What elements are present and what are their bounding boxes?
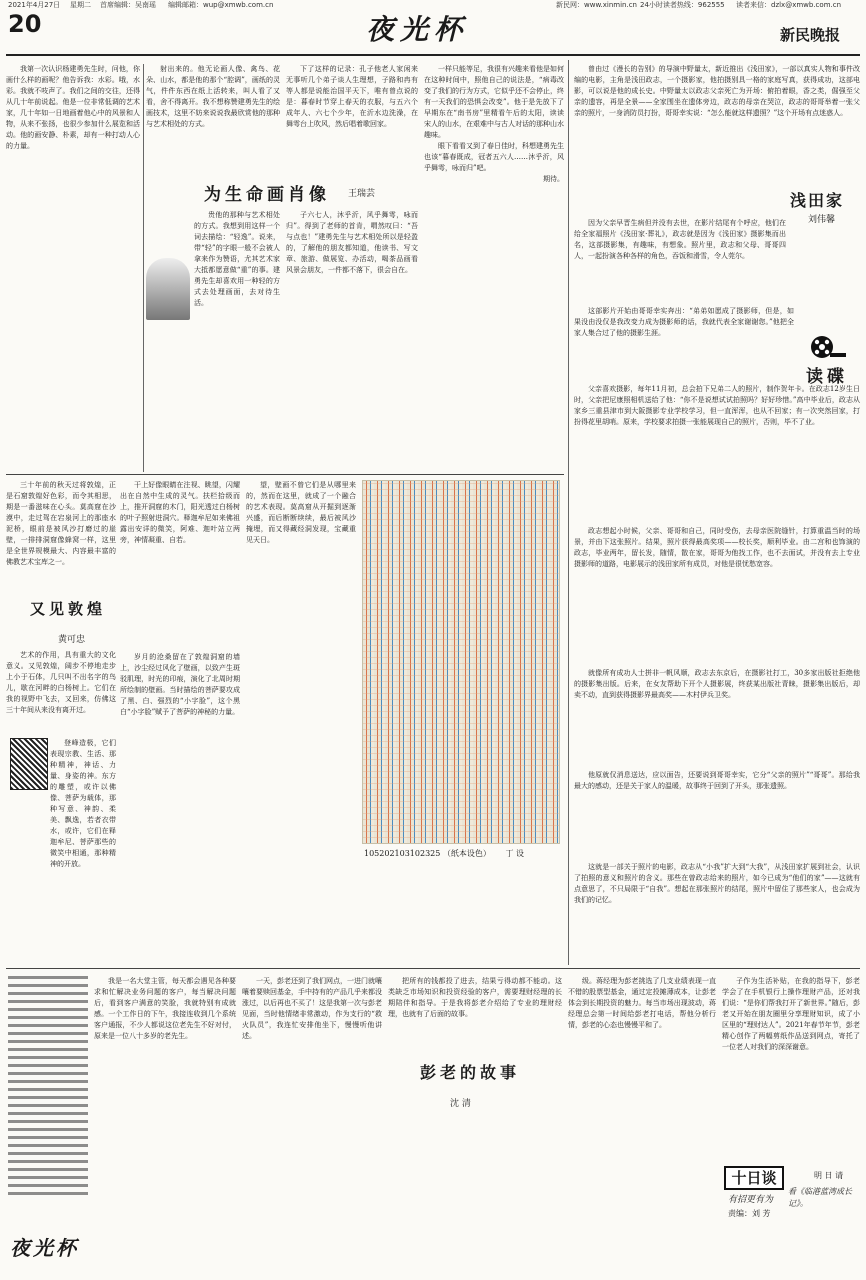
father-text-5: 政志想起小时候，父亲、哥哥和自己，同时受伤，去母亲医院缝针，打算重温当时的场景，并由下这张照片。结果，照片获得最高奖项——校长奖，顺利毕业。由二宫和也饰演的政志，毕业两年，留长发，随情，散在家，哥哥为他找工作，也不去面试，并没有去上专业摄影师的道路，电影展示的浅田家所有成员，对他是很忧愁宽容。	[574, 527, 860, 568]
dunhuang-title: 又见敦煌	[30, 600, 107, 618]
film-reel-icon	[808, 334, 848, 360]
father-col-3	[574, 306, 794, 360]
reader-email: 读者来信：dzlx@xmwb.com.cn	[736, 1, 842, 9]
column-next-title: 看《临港蓝湾成长记》。	[788, 1187, 852, 1208]
page-number: 20	[8, 10, 42, 38]
father-col-7	[574, 770, 860, 860]
hotline: 24小时读者热线：962555	[640, 1, 725, 9]
masthead-logo: 夜光杯	[366, 13, 469, 46]
caption-author: 丁 设	[505, 849, 524, 858]
peng-text-4: 级。蒋经理为彭老挑选了几支业绩表现一直不错的股票型基金，通过定投摊薄成本，让彭老体会到长期投资的魅力。每当市场出现波动，蒋经理总会第一时间给彭老打电话，帮他分析行情，彭老的心态也慢慢平和了。	[568, 977, 716, 1029]
website: 新民网：www.xinmin.cn	[556, 1, 637, 9]
portrait-col-2	[146, 64, 280, 176]
peng-col-3	[388, 976, 562, 1046]
editor: 首席编辑：吴南瑶	[100, 1, 156, 9]
peng-author: 沈 清	[450, 1099, 471, 1109]
portrait-col-5	[194, 210, 280, 472]
dunhuang-col-3	[120, 480, 240, 580]
dunhuang-text-2: 登峰造极，它们表现宗教、生活、那种精神，神话、力量、身姿的神。东方的雕塑，或许以佛像、菩萨为载体，那种写意、神韵、柔美、飘逸，若者衣带水，或许，它们在释迦牟尼、菩萨那些的微笑中相通，那种精神的开放。	[50, 739, 116, 868]
father-text-6: 就像所有成功人士拼非一帆风顺，政志去东京后，在摄影社打工，30多家出版社拒绝他的摄影集出版。后来，在女友帮助下开个人摄影展，终获某出版社青睐，摄影集出版后，却卖不动，直到获得摄影界最高奖——木村伊兵卫奖。	[574, 669, 860, 699]
portrait-col-1	[6, 64, 140, 472]
portrait-text-3: 下了这样的记录：孔子他老人家闲来无事听几个弟子谈人生理想，子路和冉有等人都是说能治国平天下，唯有曾点说的是：暮春时节穿上春天的衣服，与五六个成年人、六七个少年，在沂水边洗澡，在舞雩台上吹风，然后唱着歌回家。	[286, 65, 418, 128]
portrait-signoff: 期待。	[543, 175, 564, 183]
dunhuang-illustration	[10, 738, 48, 790]
dudie-label: 读碟	[806, 367, 848, 387]
portrait-text-2: 射出来的。他无论画人像、禽鸟、花朵、山水，都是他的那个“腔调”，画纸的灵气，件件东西在纸上活转来，叫人看了又看，舍不得离开。我不想称赞建勇先生的绘画技术，这里不妨来说说我最欣赏他的那种与艺术相处的方式。	[146, 65, 280, 128]
peng-col-2	[242, 976, 382, 1272]
portrait-author: 王瑞芸	[348, 189, 376, 199]
portrait-photo	[146, 258, 190, 320]
peng-col-5	[722, 976, 860, 1160]
dunhuang-col-1b	[6, 650, 116, 730]
peng-text-1: 我是一名大堂主管，每天都会遇见各种要求和忙解决业务问题的客户，每当解决问题后，看到客户满意的笑脸，我就特别有成就感。一个工作日的下午，我接连收到几个系统客户通报，不少人都说这位老先生不好对付，原来是一位八十多岁的老先生。	[94, 977, 236, 1040]
portrait-text-5: 贵他的那种与艺术相处的方式。我想到用这样一个词去描绘：“轻逸”。说来，带“轻”的字眼一般不会被人拿来作为赞语，尤其艺术家大抵都愿意做“重”的事。建勇先生却喜欢用一种轻的方式去处理画面，去对待生活。	[194, 211, 280, 307]
bottom-masthead-figure	[8, 976, 88, 1198]
portrait-text-7: 眼下看看又到了春日佳时，科想建勇先生也该“暮春既成，冠者五六人……沐乎沂，风乎舞雩，咏而归”吧。	[424, 142, 564, 172]
peng-col-1	[94, 976, 236, 1272]
peng-col-4	[568, 976, 716, 1272]
artwork-painting	[362, 480, 560, 844]
father-text-1: 曾由过《漫长的告别》的导演中野量太，新近推出《浅田家》，一部以真实人物和事件改编的电影，主角是浅田政志，一个摄影家，他拍摄别具一格的家庭写真，获得成功，这部电影，可以说是他的成长史。中野量太以政志父亲死亡为开场：俯拍着眼，香之类，倔强至父亲的遗容，再是全景——全家围坐在遗体旁边，政志的母亲在哭泣，政志的哥哥举着一张父亲的照片，一身消防员打扮，哥哥幸实说：“怎么能就这样遗照？”这个开场有点迷惑人。	[574, 65, 860, 117]
artwork-caption	[364, 848, 560, 859]
dunhuang-col-4	[120, 652, 240, 964]
caption-text: （纸本设色）	[442, 849, 491, 858]
father-text-4: 父亲喜欢摄影，每年11月初，总会拍下兄弟二人的照片，制作贺年卡。在政志12岁生日时，父亲把尼康照相机送给了他：“你不是说想试试拍照吗？好好珍惜。”高中毕业后，政志从家乡三重县津市到大阪摄影专业学校学习，但一直浑浑，也从不回家；有一次突然回家，打扮得花里胡哨。原来，学校要求拍摄一张能展现自己的照片，否则，毕不了业。	[574, 385, 860, 426]
column-line1: 有招更有为	[728, 1195, 774, 1205]
dunhuang-text-5: 望，壁画不曾它们是从哪里来的，然而在这里，就成了一个融合的艺术表现。莫高窟从开掘到逐渐兴盛，而后断断续续，最后被风沙掩埋，而又得藏经洞发现，宝藏重见天日。	[246, 481, 356, 544]
father-col-8	[574, 862, 860, 962]
dunhuang-author: 黄可忠	[58, 635, 86, 645]
father-title: 浅田家	[790, 191, 845, 210]
father-text-3: 这部影片开始由哥哥幸实奔出：“弟弟如愿成了摄影师，但是，如果没由没仅是我改变力成为摄影师的话，我就代表全家谢谢您。”他把全家人集合过了他的摄影生涯。	[574, 307, 794, 337]
father-col-2	[574, 218, 786, 304]
divider	[143, 64, 144, 472]
bottom-masthead: 夜光杯	[10, 1236, 79, 1260]
editor-email: 编辑邮箱：wup@xmwb.com.cn	[168, 1, 274, 9]
father-col-6	[574, 668, 860, 768]
column-label: 十日谈	[724, 1166, 784, 1190]
column-line2: 责编：刘 芳	[728, 1209, 771, 1218]
artwork-texture	[363, 481, 559, 843]
father-text-8: 这就是一部关于照片的电影，政志从“小我”扩大到“大我”，从浅田家扩展到社会，认识了拍照的意义和照片的含义。那些在曾政志给来的照片，如今已成为“他们的家”——这就有点意思了，不只局限于“自我”。想起在那张照片的结尾，照片中留住了那些家人，也会成为我们的记忆。	[574, 863, 860, 904]
dunhuang-col-2	[50, 738, 116, 964]
peng-text-5: 子作为生活补贴，在我的指导下，彭老学会了在手机银行上操作理财产品，还对我们说：“是你们帮我打开了新世界。”随后，彭老又开始在朋友圈里分享理财知识，成了小区里的“理财达人”。2021年春节年节，彭老精心创作了两幅剪纸作品送到网点，寄托了一位老人对我们的深深谢意。	[722, 977, 860, 1051]
portrait-text-4: 一样只能等足，我很有兴趣来看他是如何在这种时间中，照他自己的说法是，“病毒改变了我们的行为方式，它似乎还不会停止，终有一天我们的恐惧会改变”。他于是先放下了早期东在“南书房”里精看午后的太阳，读读宋人的山水，在艰难中与古人对话的那种山水趣味。	[424, 65, 564, 139]
paper-name: 新民晚报	[780, 26, 841, 44]
section-rule	[6, 474, 564, 475]
portrait-text-6: 子六七人，沐乎沂，风乎舞雩，咏而归”。得到了老师的首肯，喟然叹曰：“吾与点也！”建勇先生与艺术相处所以是轻盈的，了解他的朋友都知道，他读书、写文章、旅游、做展览、办活动，喝茶品画看风景会朋友，一件都不落下，很会自在。	[286, 211, 418, 274]
header-rule	[6, 54, 860, 56]
caption-id: 105202103102325	[364, 849, 441, 858]
father-text-2: 因为父亲早晋生病但并没有去世，在影片结尾有个呼应，他们在给全家福照片《浅田家·葬礼》，政志就是因为《浅田家》摄影集而出名，这部摄影集，有趣味，有想象。照片里，政志和父母、哥哥四人，一起扮演各种各样的角色，吞饭和滑雪，令人莞尔。	[574, 219, 786, 260]
portrait-title: 为生命画肖像	[204, 185, 330, 205]
dunhuang-col-1	[6, 480, 116, 584]
portrait-col-6	[286, 210, 418, 472]
father-col-4	[574, 384, 860, 524]
portrait-col-4	[424, 64, 564, 472]
father-author: 刘伟馨	[808, 215, 836, 225]
date: 2021年4月27日	[8, 1, 61, 9]
weekday: 星期二	[70, 1, 91, 9]
section-rule	[6, 968, 860, 969]
dunhuang-text-4: 岁月的沧桑留在了敦煌洞窟的墙上，沙尘经过风化了壁画，以致产生斑驳肌理，时光的印痕，演化了北周时期所绘制的壁画。当时描绘的菩萨要攻成了黑、白、强烈的“小字脸”，这个黑白“小字脸”赋予了菩萨的神秘的力量。	[120, 653, 240, 716]
peng-text-3: 把所有的钱都投了进去，结果亏得动都不能动。这类缺乏市场知识和投资经验的客户，需要理财经理的长期陪伴和指导。于是我将彭老介绍给了专业的理财经理，也就有了后面的故事。	[388, 977, 562, 1018]
dunhuang-text-1b: 艺术的作用，具有重大的文化意义。又见敦煌，阔步不停地走步上小于石体，几只叫不出名字的鸟儿，歇在河畔的白杨树上。它们在我的视野中飞去，又回来，仿佛这三十年间从来没有离开过。	[6, 651, 116, 714]
father-text-7: 他原就仅消息送达，应以面告，还要说到哥哥幸实，它分“父亲的照片”“哥哥”。那给我最大的感动，还是关于家人的温暖，故事终于回到了开头，那张遗照。	[574, 771, 860, 790]
portrait-text-1: 我第一次认识杨建勇先生时，问他，你画什么样的画呢？他告诉我：水彩。哦，水彩。我就不吱声了。我们之间的交往，还得从几十年前说起。他是一位非常低调的艺术家，几十年如一日地画着他心中的风景和人物，从来不张扬，也很少参加什么展览和活动。他的画安静、朴素，却有一种打动人心的力量。	[6, 65, 140, 150]
peng-text-2: 一天，彭老还到了我们网点，一进门就嚷嚷着要赎回基金，手中持有的产品几乎来都没涨过，以后再也不买了！这是我第一次与彭老见面，当时他情绪非常激动，作为支行的“救火队员”，我连忙安排他坐下，慢慢听他讲述。	[242, 977, 382, 1040]
column-author: 明 日 请	[814, 1171, 844, 1180]
portrait-col-3	[286, 64, 418, 176]
father-col-5	[574, 526, 860, 666]
peng-title: 彭老的故事	[420, 1063, 521, 1082]
divider	[568, 60, 569, 965]
dunhuang-text-3: 干上好像眼睛在注视、眺望，闪耀出在自然中生成的灵气。扶栏拾级而上，推开洞窟的木门，阳光透过白杨树的叶子照射进洞穴。释迦牟尼如来佛祖露出安详的微笑，阿难、迦叶站立两旁，神情凝重、自若。	[120, 481, 240, 544]
dunhuang-col-5	[246, 480, 356, 964]
dunhuang-text-1: 三十年前的秋天过将敦煌，正是石窟敦煌好色彩，而令其相思，期是一番滋味在心头。莫高窟在沙漠中，走过驾在宕泉河上的那座水泥桥，眼前是被风沙打磨过的崖壁，一排排洞窟像蜂窝一样，这里是全世界规模最大、内容最丰富的佛教艺术宝库之一。	[6, 481, 116, 566]
